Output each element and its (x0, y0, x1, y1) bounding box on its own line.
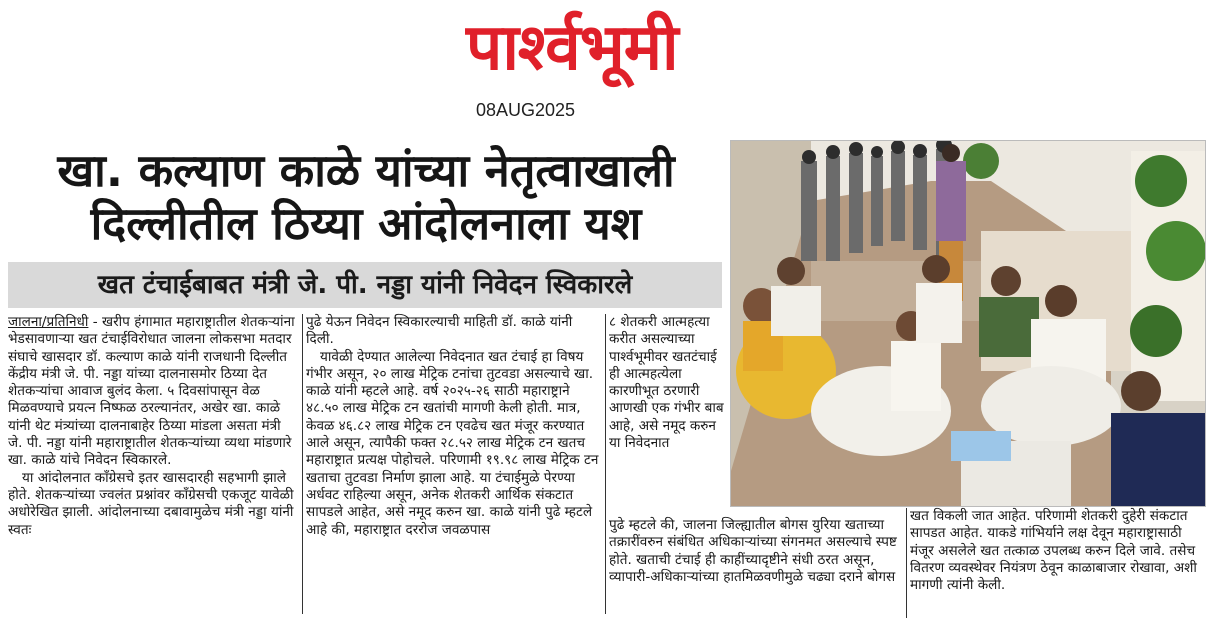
headline (8, 144, 724, 252)
col2-paragraph-2: यावेळी देण्यात आलेल्या निवेदनात खत टंचाई हा विषय गंभीर असून, २० लाख मेट्रिक टनांचा तुटवडा असल्याचे खा. काळे यांनी म्हटले आहे. वर्ष २०२५-२६ साठी महाराष्ट्राने ४८.५० लाख मेट्रिक टन खतांची मागणी केली होती. मात्र, केवळ ४६.८२ लाख मेट्रिक टन एवढेच खत मंजूर करण्यात आले असून, त्यापैकी फक्त २८.५२ लाख मेट्रिक टन खतच महाराष्ट्रात प्रत्यक्ष पोहोचले. परिणामी १९.९८ लाख मेट्रिक टन खताचा तुटवडा निर्माण झाला आहे. या टंचाईमुळे पेरण्या अर्धवट राहिल्या असून, अनेक शेतकरी आर्थिक संकटात सापडले आहेत, असे नमूद करुन खा. काळे यांनी पुढे म्हटले आहे की, महाराष्ट्रात दररोज जवळपास (306, 348, 599, 538)
column-divider (906, 508, 907, 618)
col2-paragraph-1: पुढे येऊन निवेदन स्विकारल्याची माहिती डॉ. काळे यांनी दिली. (306, 314, 573, 348)
issue-date: 08AUG2025 (476, 100, 576, 120)
col1-paragraph-2: या आंदोलनात काँग्रेसचे इतर खासदारही सहभागी झाले होते. शेतकऱ्यांच्या ज्वलंत प्रश्नांवर काँग्रेसची एकजूट यावेळी अधोरेखित झाली. आंदोलनाच्या दबावामुळेच मंत्री नड्डा यांनी स्वतः (8, 469, 294, 538)
article-column-2 (306, 314, 602, 539)
col1-paragraph-1: - खरीप हंगामात महाराष्ट्रातील शेतकऱ्यांना भेडसावणाऱ्या खत टंचाईविरोधात जालना लोकसभा मतदार संघाचे खासदार डॉ. कल्याण काळे यांनी राजधानी दिल्लीत केंद्रीय मंत्री जे. पी. नड्डा यांच्या दालनासमोर ठिय्या देत शेतकऱ्यांचा आवाज बुलंद केला. ५ दिवसांपासून वेळ मिळवण्याचे प्रयत्न निष्फळ ठरल्यानंतर, अखेर खा. काळे यांनी थेट मंत्र्यांच्या दालनाबाहेर ठिय्या मांडला असता मंत्री जे. पी. नड्डा यांनी महाराष्ट्रातील शेतकऱ्यांच्या व्यथा मांडणारे खा. काळे यांचे निवेदन स्विकारले. (8, 314, 295, 469)
protest-photo-icon (731, 141, 1205, 506)
col3-paragraph-1: ८ शेतकरी आत्महत्या करीत असल्याच्या पार्श्वभूमीवर खतटंचाई ही आत्महत्येला कारणीभूत ठरणारी आणखी एक गंभीर बाब आहे, असे नमूद करुन या निवेदनात (609, 314, 724, 452)
article-column-5 (910, 508, 1204, 594)
article-column-3 (609, 314, 729, 452)
column-divider (302, 314, 303, 614)
masthead (0, 0, 1212, 120)
article-column-1 (8, 314, 298, 539)
protest-photo (730, 140, 1206, 507)
dateline: जालना/प्रतिनिधी (8, 314, 89, 330)
col5-paragraph-1: खत विकली जात आहेत. परिणामी शेतकरी दुहेरी संकटात सापडत आहेत. याकडे गांभिर्याने लक्ष देवून महाराष्ट्रासाठी मंजूर असलेले खत तत्काळ उपलब्ध करुन दिले जावे. तसेच वितरण व्यवस्थेवर नियंत्रण ठेवून काळाबाजार रोखावा, अशी मागणी त्यांनी केली. (910, 508, 1197, 594)
col4-paragraph-1: पुढे म्हटले की, जालना जिल्ह्यातील बोगस युरिया खताच्या तक्रारींवरुन संबंधित अधिकाऱ्यांच्या संगनमत असल्याचे स्पष्ट होते. खताची टंचाई ही काहींच्यादृष्टीने संधी ठरत असून, व्यापारी-अधिकाऱ्यांच्या हातमिळवणीमुळे चढ्या दराने बोगस (609, 517, 897, 585)
subheadline: खत टंचाईबाबत मंत्री जे. पी. नड्डा यांनी निवेदन स्विकारले (8, 262, 722, 308)
column-divider (605, 314, 606, 614)
headline-line-1: खा. कल्याण काळे यांच्या नेतृत्वाखाली (57, 144, 675, 197)
article-column-4 (609, 517, 903, 586)
newspaper-logo: पार्श्वभूमी (466, 11, 678, 85)
headline-line-2: दिल्लीतील ठिय्या आंदोलनाला यश (90, 197, 642, 250)
